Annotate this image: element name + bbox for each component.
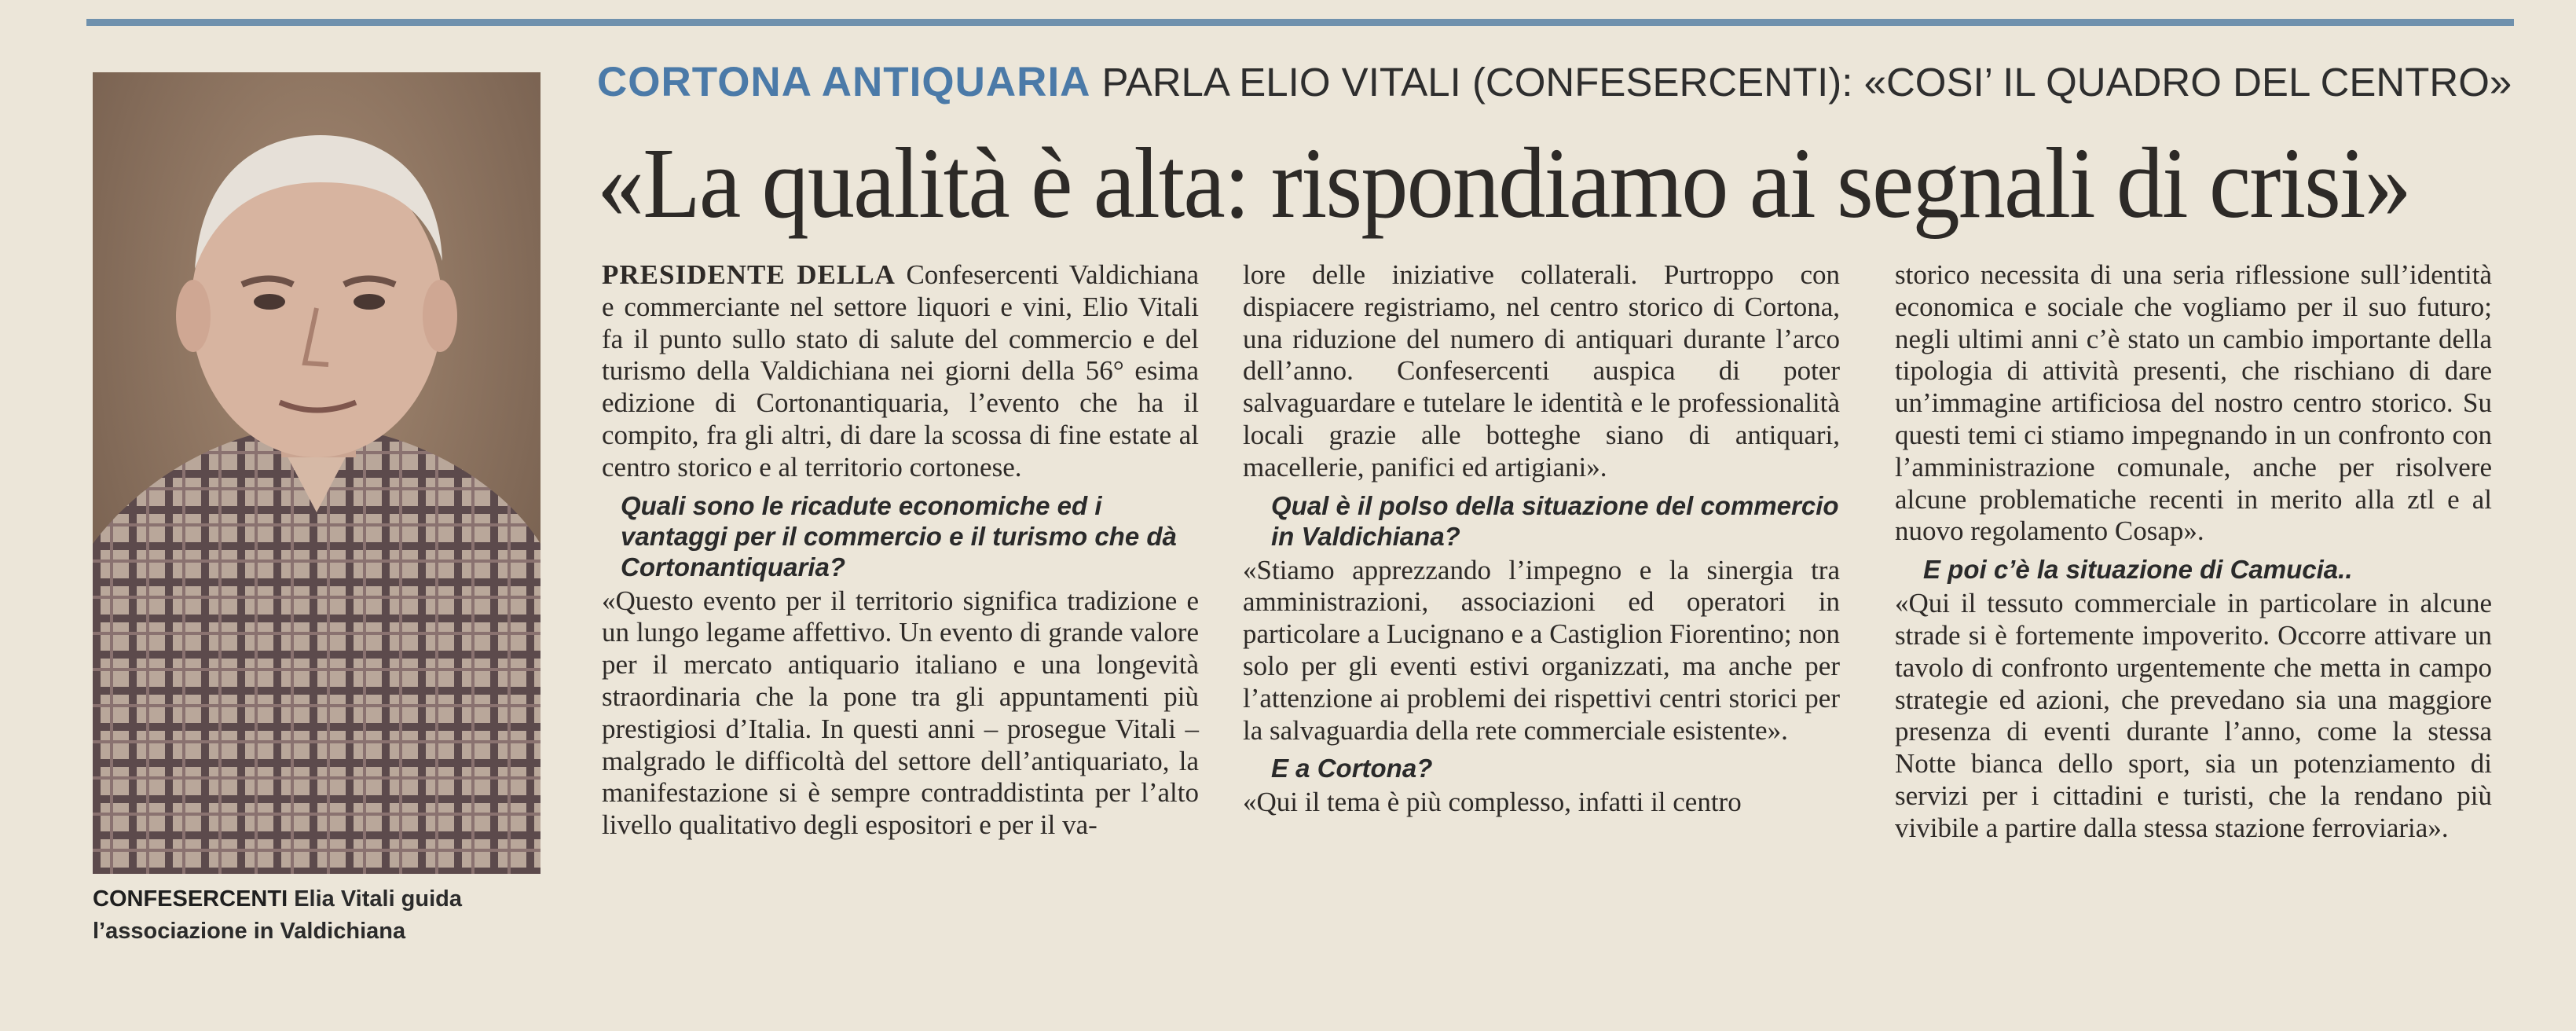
top-rule bbox=[86, 19, 2514, 26]
intro-paragraph bbox=[602, 259, 1199, 484]
article-column-1 bbox=[602, 259, 1199, 842]
lead-caps: PRESIDENTE DELLA bbox=[602, 259, 896, 290]
answer-1-part-2: lore delle iniziative collaterali. Purtroppo con dispiacere registriamo, nel centro storico di Cortona, una riduzione del numero di antiquari durante l’arco dell’anno. Confesercenti auspica di poter salvaguardare e tutelare le identità e le professionalità locali grazie alle botteghe siano di antiquari, macellerie, panifici ed artigiani». bbox=[1243, 259, 1840, 482]
section-category: CORTONA ANTIQUARIA bbox=[597, 59, 1091, 105]
intro-text: Confesercenti Valdichiana e commerciante nel settore liquori e vini, Elio Vitali fa il punto sullo stato di salute del commercio e del turismo della Valdichiana nei giorni della 56° esima edizione di Cortonantiquaria, l’evento che ha il compito, fra gli altri, di dare la scossa di fine estate al centro storico e al territorio cortonese. bbox=[602, 259, 1199, 482]
portrait-image bbox=[93, 72, 540, 874]
caption-kicker: CONFESERCENTI bbox=[93, 886, 288, 912]
question-1: Quali sono le ricadute economiche ed i vantaggi per il commercio e il turismo che dà Cortonantiquaria? bbox=[621, 490, 1177, 582]
photo-caption bbox=[93, 883, 548, 948]
answer-1-part-1: «Questo evento per il territorio significa tradizione e un lungo legame affettivo. Un evento di grande valore per il mercato antiquario italiano e una longevità straordinaria che la pone tra gli appuntamenti più prestigiosi d’Italia. In questi anni – prosegue Vitali – malgrado le difficoltà del settore dell’antiquariato, la manifestazione si è sempre contraddistinta per l’alto livello qualitativo degli espositori e per il va- bbox=[602, 585, 1199, 841]
answer-2: «Stiamo apprezzando l’impegno e la sinergia tra amministrazioni, associazioni ed operatori in particolare a Lucignano e a Castiglion Fiorentino; non solo per gli eventi estivi organizzati, ma anche per l’attenzione ai problemi dei rispettivi centri storici per la salvaguardia della rete commerciale esistente». bbox=[1243, 554, 1840, 746]
question-3: E a Cortona? bbox=[1271, 754, 1433, 783]
caption-text: Elia Vitali guida l’associazione in Valdichiana bbox=[93, 886, 463, 944]
headline: «La qualità è alta: rispondiamo ai segnali di crisi» bbox=[597, 127, 2410, 239]
kicker-subhead: PARLA ELIO VITALI (CONFESERCENTI): «COSI’ IL QUADRO DEL CENTRO» bbox=[1101, 60, 2512, 105]
question-4: E poi c’è la situazione di Camucia.. bbox=[1923, 555, 2353, 585]
answer-4: «Qui il tessuto commerciale in particolare in alcune strade si è fortemente impoverito. Occorre attivare un tavolo di confronto urgentemente che metta in campo strategie ed azioni, che prevedano sia una maggiore presenza di eventi durante l’anno, come la stessa Notte bianca dello sport, sia un potenziamento di servizi per i cittadini e turisti, che la rendano più vivibile a partire dalla stessa stazione ferroviaria». bbox=[1895, 588, 2492, 843]
article-column-2 bbox=[1243, 259, 1840, 819]
portrait-photo bbox=[93, 72, 540, 874]
answer-3-part-1: «Qui il tema è più complesso, infatti il centro bbox=[1243, 787, 1742, 818]
article-column-3 bbox=[1895, 259, 2492, 845]
answer-3-part-2: storico necessita di una seria riflessione sull’identità economica e sociale che vogliamo per il suo futuro; negli ultimi anni c’è stato un cambio importante della tipologia di attività presenti, che rischiano di dare un’immagine artificiosa del nostro centro storico. Su questi temi ci stiamo impegnando in un confronto con l’amministrazione comunale, anche per risolvere alcune problematiche recenti in merito alla ztl e al nuovo regolamento Cosap». bbox=[1895, 259, 2492, 547]
question-2: Qual è il polso della situazione del commercio in Valdichiana? bbox=[1271, 490, 1839, 551]
kicker-line bbox=[597, 55, 2522, 110]
